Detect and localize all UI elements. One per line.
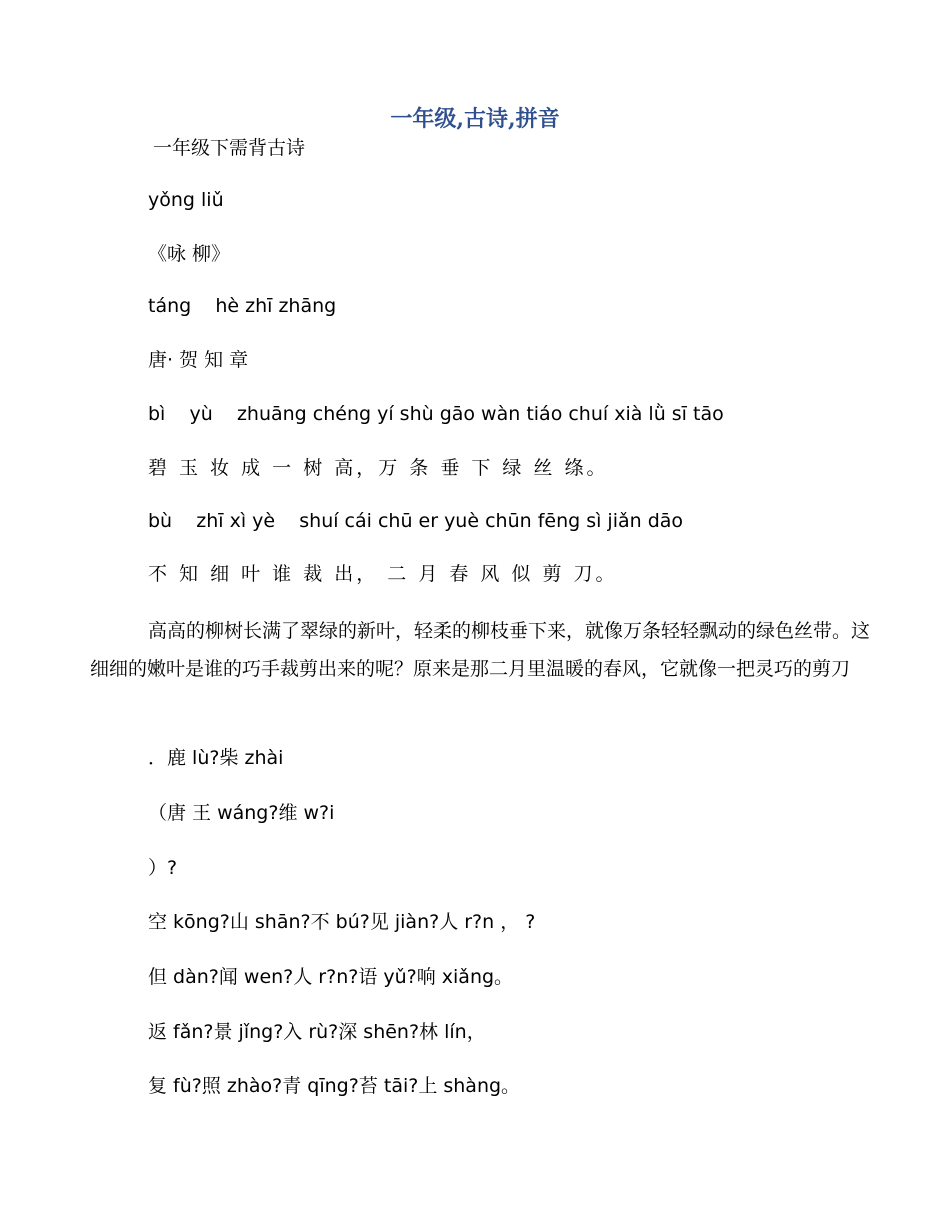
- poem-author-pinyin: táng hè zhī zhāng: [148, 295, 337, 317]
- poem-2-line-4: 复 fù?照 zhào?青 qīng?苔 tāi?上 shàng。: [148, 1075, 521, 1097]
- document-title: 一年级,古诗,拼音: [390, 106, 560, 132]
- section-subtitle: 一年级下需背古诗: [153, 137, 306, 159]
- poem-line-1: 碧 玉 妆 成 一 树 高，万 条 垂 下 绿 丝 绦。: [148, 457, 609, 479]
- poem-title: 《咏 柳》: [148, 243, 231, 265]
- poem-author: 唐· 贺 知 章: [148, 349, 249, 371]
- poem-line-2-pinyin: bù zhī xì yè shuí cái chū er yuè chūn fēng sì jiǎn dāo: [148, 510, 684, 532]
- poem-explanation: 高高的柳树长满了翠绿的新叶，轻柔的柳枝垂下来，就像万条轻轻飘动的绿色丝带。这细细的嫩叶是谁的巧手裁剪出来的呢？原来是那二月里温暖的春风，它就像一把灵巧的剪刀: [90, 620, 871, 680]
- poem-2-author-close: ）?: [148, 857, 178, 879]
- poem-2-line-3: 返 fǎn?景 jǐng?入 rù?深 shēn?林 lín，: [148, 1021, 486, 1043]
- poem-2-line-2: 但 dàn?闻 wen?人 r?n?语 yǔ?响 xiǎng。: [148, 966, 514, 988]
- poem-2-author: （唐 王 wáng?维 w?i: [148, 802, 335, 824]
- poem-2-line-1: 空 kōng?山 shān?不 bú?见 jiàn?人 r?n ， ?: [148, 911, 536, 933]
- poem-title-pinyin: yǒng liǔ: [148, 189, 224, 211]
- poem-2-title: ．鹿 lù?柴 zhài: [148, 747, 284, 769]
- poem-line-2: 不 知 细 叶 谁 裁 出， 二 月 春 风 似 剪 刀。: [148, 563, 618, 585]
- poem-line-1-pinyin: bì yù zhuāng chéng yí shù gāo wàn tiáo chuí xià lǜ sī tāo: [148, 403, 724, 425]
